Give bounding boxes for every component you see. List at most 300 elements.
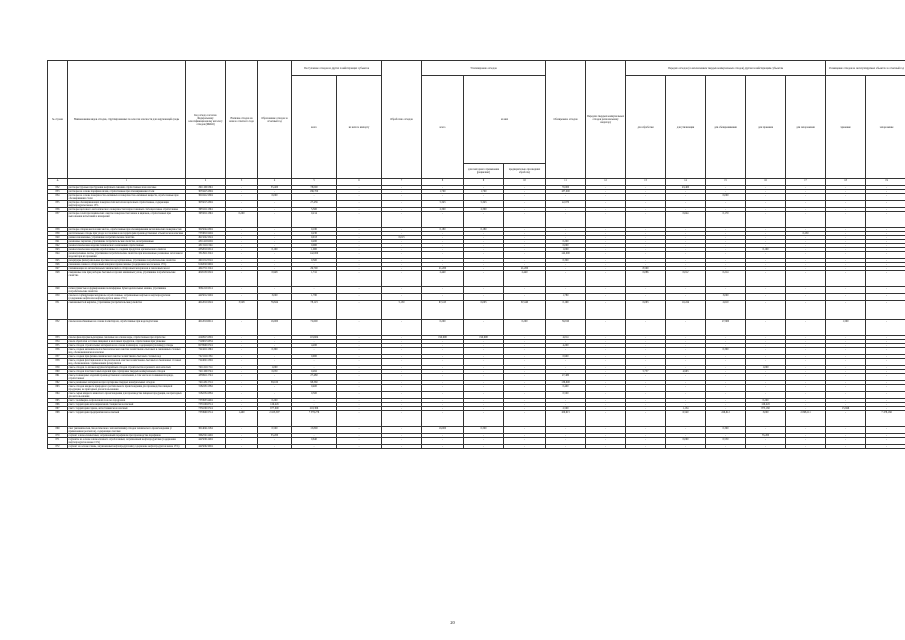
value-cell: 2,610: [706, 301, 746, 320]
value-cell: -: [586, 252, 626, 259]
value-cell: -: [464, 232, 504, 236]
value-cell: 78,000: [292, 186, 337, 190]
value-cell: -: [292, 445, 337, 449]
value-cell: -: [226, 287, 258, 294]
value-cell: -: [258, 244, 292, 248]
value-cell: -: [337, 403, 382, 407]
value-cell: -: [226, 267, 258, 271]
value-cell: 16,000: [422, 427, 464, 434]
value-cell: 0,063: [626, 301, 666, 320]
value-cell: -: [866, 370, 905, 374]
value-cell: 0,000: [258, 194, 292, 201]
value-cell: 0,200: [746, 399, 786, 403]
value-cell: -: [422, 244, 464, 248]
value-cell: -: [826, 259, 866, 263]
value-cell: -: [866, 348, 905, 355]
fkko-code-cell: 73338101204: [186, 232, 226, 236]
value-cell: -: [337, 427, 382, 434]
value-cell: -: [504, 287, 546, 294]
value-cell: 677,600: [258, 407, 292, 411]
column-number-cell: 3: [226, 179, 258, 186]
col-header-transfer-neutralization: для обезвреживания: [706, 76, 746, 179]
fkko-code-cell: 30612191514: [186, 287, 226, 294]
value-cell: -: [292, 359, 337, 366]
value-cell: -: [666, 263, 706, 267]
col-header-waste-name: Наименование видов отходов, сгруппированных по классам опасности для окружающей среды: [68, 61, 186, 179]
fkko-code-cell: 30334151394: [186, 190, 226, 194]
value-cell: -: [866, 248, 905, 252]
value-cell: -: [337, 392, 382, 399]
value-cell: -: [504, 411, 546, 427]
value-cell: -: [337, 407, 382, 411]
value-cell: -: [464, 240, 504, 244]
value-cell: 27,456: [292, 201, 337, 208]
row-number-cell: 852: [48, 320, 68, 336]
value-cell: -: [866, 336, 905, 340]
value-cell: -: [866, 294, 905, 301]
value-cell: -: [746, 294, 786, 301]
value-cell: -: [226, 355, 258, 359]
value-cell: -: [422, 445, 464, 449]
value-cell: -: [626, 403, 666, 407]
value-cell: 27,480: [292, 374, 337, 381]
value-cell: 67,415: [422, 301, 464, 320]
value-cell: 4,200: [292, 344, 337, 348]
value-cell: 1,700: [464, 190, 504, 194]
value-cell: -: [504, 248, 546, 252]
fkko-code-cell: 36250441394: [186, 228, 226, 232]
value-cell: -: [226, 399, 258, 403]
value-cell: -: [504, 294, 546, 301]
value-cell: 0,644: [666, 212, 706, 228]
value-cell: -: [337, 344, 382, 348]
value-cell: -: [337, 411, 382, 427]
value-cell: -: [866, 366, 905, 370]
value-cell: 190,998: [422, 336, 464, 340]
value-cell: -: [626, 427, 666, 434]
value-cell: -: [382, 190, 422, 194]
value-cell: -: [337, 445, 382, 449]
value-cell: -: [422, 392, 464, 399]
value-cell: -: [226, 263, 258, 267]
waste-name-cell: смесь осадков механической и биологической очистки хозяйственно-бытовых и смешанных сточных вод, обезвоженная малоопасная: [68, 348, 186, 355]
value-cell: 0,199: [546, 301, 586, 320]
column-number-cell: 7: [382, 179, 422, 186]
value-cell: 35,200: [258, 434, 292, 438]
value-cell: -: [586, 267, 626, 271]
value-cell: -: [626, 411, 666, 427]
value-cell: -: [866, 259, 905, 263]
value-cell: -: [504, 212, 546, 228]
fkko-code-cell: 30625211494: [186, 434, 226, 438]
value-cell: -: [258, 359, 292, 366]
fkko-code-cell: 33129111524: [186, 252, 226, 259]
value-cell: -: [826, 336, 866, 340]
value-cell: -: [626, 232, 666, 236]
waste-name-cell: смола обработки остатков пищевых и молочных продуктов, отработанная при упаковке: [68, 340, 186, 344]
value-cell: -: [382, 259, 422, 263]
value-cell: -: [786, 236, 826, 240]
waste-name-cell: снег (механическая, биологическая с автомобилями) отходов технического происхождения (с применением реагентов), содержащие снегами: [68, 427, 186, 434]
value-cell: -: [626, 194, 666, 201]
value-cell: -: [464, 259, 504, 263]
value-cell: -: [866, 240, 905, 244]
column-number-cell: 18: [826, 179, 866, 186]
value-cell: -: [746, 287, 786, 294]
value-cell: -: [626, 287, 666, 294]
value-cell: -: [382, 434, 422, 438]
value-cell: -: [337, 336, 382, 340]
value-cell: -: [226, 344, 258, 348]
value-cell: 187,000: [546, 190, 586, 194]
value-cell: -: [337, 434, 382, 438]
value-cell: -: [464, 438, 504, 445]
value-cell: -: [586, 186, 626, 190]
value-cell: -: [226, 366, 258, 370]
value-cell: -: [666, 385, 706, 392]
fkko-code-cell: 31822341384: [186, 392, 226, 399]
value-cell: 43,400: [666, 186, 706, 190]
value-cell: -: [258, 355, 292, 359]
value-cell: -: [826, 248, 866, 252]
value-cell: -: [826, 348, 866, 355]
value-cell: -: [382, 355, 422, 359]
waste-name-cell: смесь отходов жидкого природного растительного происхождения для производства пищевой продукции, не пригодных для использования: [68, 385, 186, 392]
value-cell: -: [504, 186, 546, 190]
value-cell: 98,360: [292, 381, 337, 385]
waste-name-cell: смесь осадков при физико-химической очистке хозяйственно-бытовых сточных вод: [68, 355, 186, 359]
value-cell: -: [866, 212, 905, 228]
value-cell: -: [226, 271, 258, 287]
value-cell: -: [464, 263, 504, 267]
value-cell: 0,300: [706, 427, 746, 434]
value-cell: -: [786, 370, 826, 374]
value-cell: -: [746, 267, 786, 271]
value-cell: -: [826, 236, 866, 240]
value-cell: -: [826, 228, 866, 232]
value-cell: -: [626, 248, 666, 252]
waste-name-cell: резинотехнические изделия отработанные со следами продуктов органического синтеза: [68, 248, 186, 252]
value-cell: -: [666, 236, 706, 240]
waste-name-cell: смолы фенолформальдегидные смоленые на основе воды, отработанные при обработке: [68, 336, 186, 340]
value-cell: 0,050: [258, 370, 292, 374]
value-cell: -: [586, 190, 626, 194]
value-cell: 875,160: [746, 407, 786, 411]
value-cell: -: [382, 427, 422, 434]
value-cell: -: [226, 374, 258, 381]
fkko-code-cell: 74111001724: [186, 370, 226, 374]
value-cell: -: [626, 445, 666, 449]
value-cell: -: [746, 208, 786, 212]
waste-name-cell: смесь осадков флотационной и биологической очистки хозяйственно-бытовых и смешанных сточных вод, обезвоженная с применением флокулянтов: [68, 359, 186, 366]
value-cell: 0,000: [546, 244, 586, 248]
value-cell: -: [546, 370, 586, 374]
value-cell: -: [292, 348, 337, 355]
value-cell: -: [586, 271, 626, 287]
value-cell: -: [382, 232, 422, 236]
value-cell: 3,000: [258, 294, 292, 301]
value-cell: -: [586, 244, 626, 248]
value-cell: -: [826, 340, 866, 344]
fkko-code-cell: 49132221524: [186, 236, 226, 240]
value-cell: -: [464, 344, 504, 348]
table-row: [48, 438, 905, 445]
value-cell: 0,180: [292, 228, 337, 232]
value-cell: -: [746, 320, 786, 336]
value-cell: -: [666, 403, 706, 407]
value-cell: -: [826, 252, 866, 259]
value-cell: -: [746, 271, 786, 287]
value-cell: -: [586, 434, 626, 438]
value-cell: -: [546, 287, 586, 294]
value-cell: -: [866, 228, 905, 232]
value-cell: -: [586, 374, 626, 381]
value-cell: -: [464, 359, 504, 366]
value-cell: -: [382, 359, 422, 366]
value-cell: 21,200: [504, 267, 546, 271]
value-cell: -: [337, 267, 382, 271]
value-cell: -: [666, 340, 706, 344]
value-cell: -: [226, 359, 258, 366]
value-cell: -: [337, 244, 382, 248]
value-cell: -: [226, 259, 258, 263]
value-cell: -: [337, 381, 382, 385]
value-cell: 0,200: [258, 399, 292, 403]
col-header-received: Поступление отходов из других хозяйствующих субъектов: [292, 61, 382, 76]
value-cell: -: [706, 407, 746, 411]
value-cell: 5,150: [382, 301, 422, 320]
value-cell: -: [866, 385, 905, 392]
value-cell: 4,014: [546, 336, 586, 340]
value-cell: -: [826, 434, 866, 438]
value-cell: -: [666, 355, 706, 359]
value-cell: 35,400: [258, 186, 292, 190]
value-cell: -: [504, 355, 546, 359]
value-cell: -: [866, 355, 905, 359]
value-cell: -: [422, 407, 464, 411]
value-cell: -: [706, 186, 746, 190]
value-cell: 0,262: [292, 370, 337, 374]
value-cell: -: [786, 403, 826, 407]
value-cell: -: [706, 190, 746, 194]
value-cell: -: [706, 263, 746, 267]
value-cell: -: [786, 385, 826, 392]
value-cell: 72,600: [292, 320, 337, 336]
waste-name-cell: смесь полимерных изделий производственного назначения, в том числе из поливинилхлорида, отработанных: [68, 374, 186, 381]
value-cell: -: [626, 399, 666, 403]
waste-name-cell: растворы отпарки кислотами чисток, отработанные при обезжиривании металлических поверхностей: [68, 228, 186, 232]
value-cell: -: [786, 248, 826, 252]
value-cell: -: [464, 366, 504, 370]
waste-name-cell: рашки изношенные, утратившие потребительские свойства: [68, 236, 186, 240]
value-cell: -: [292, 340, 337, 344]
value-cell: -: [226, 370, 258, 374]
value-cell: -: [626, 340, 666, 344]
value-cell: -: [258, 340, 292, 344]
col-header-transfer-burial: для захоронения: [786, 76, 826, 179]
value-cell: -: [666, 252, 706, 259]
value-cell: -: [746, 438, 786, 445]
value-cell: -: [422, 434, 464, 438]
col-header-fkko-code: Код отхода согласно Федеральному классификационному каталогу отходов (ФККО): [186, 61, 226, 179]
value-cell: 129,445: [746, 403, 786, 407]
value-cell: -: [706, 445, 746, 449]
value-cell: -: [826, 263, 866, 267]
value-cell: -: [382, 366, 422, 370]
fkko-code-cell: 72211111334: [186, 355, 226, 359]
value-cell: -: [826, 190, 866, 194]
col-header-transfer-utilization: для утилизации: [666, 76, 706, 179]
value-cell: -: [226, 208, 258, 212]
value-cell: -: [382, 348, 422, 355]
value-cell: -: [826, 294, 866, 301]
value-cell: -: [666, 232, 706, 236]
value-cell: -: [546, 208, 586, 212]
value-cell: -: [226, 385, 258, 392]
value-cell: 0,948: [258, 271, 292, 287]
value-cell: -: [546, 194, 586, 201]
value-cell: -: [786, 240, 826, 244]
value-cell: -: [382, 228, 422, 232]
waste-name-cell: сорбент алюмосиликатный, загрязненный парафином при производстве парафинов: [68, 434, 186, 438]
value-cell: -: [504, 236, 546, 240]
value-cell: -: [746, 348, 786, 355]
value-cell: -: [746, 344, 786, 348]
fkko-code-cell: 40291501524: [186, 271, 226, 287]
value-cell: -: [666, 294, 706, 301]
value-cell: -: [546, 232, 586, 236]
waste-name-cell: смолы и сорбирующие материалы отработанные, загрязненные нефтью и нефтепродуктами (содержание нефти или нефтепродуктов менее 15%): [68, 294, 186, 301]
value-cell: 1,154: [666, 407, 706, 411]
value-cell: -: [464, 348, 504, 355]
value-cell: -: [382, 320, 422, 336]
fkko-code-cell: 36140412184: [186, 427, 226, 434]
value-cell: -: [258, 438, 292, 445]
value-cell: -: [786, 320, 826, 336]
value-cell: -: [866, 271, 905, 287]
value-cell: -: [626, 407, 666, 411]
value-cell: -: [786, 438, 826, 445]
fkko-code-cell: 36550151394: [186, 201, 226, 208]
value-cell: -: [546, 348, 586, 355]
waste-name-cell: сорбенты на основе алюмосиликата отработанный, загрязненный нефтепродуктами (содержание нефтепродуктов менее 15%): [68, 438, 186, 445]
row-number-cell: 845: [48, 259, 68, 263]
value-cell: -: [706, 399, 746, 403]
value-cell: 0,900: [546, 355, 586, 359]
value-cell: -: [546, 263, 586, 267]
value-cell: -: [546, 403, 586, 407]
col-header-preprocessed: предварительно прошедших обработку: [504, 164, 546, 179]
row-number-cell: 844: [48, 252, 68, 259]
row-number-cell: 850: [48, 294, 68, 301]
value-cell: -: [464, 294, 504, 301]
col-header-recycling: для повторного применения (рециклинг): [464, 164, 504, 179]
value-cell: -: [786, 201, 826, 208]
value-cell: 1,000: [546, 248, 586, 252]
value-cell: -: [666, 366, 706, 370]
value-cell: -: [626, 438, 666, 445]
value-cell: -: [546, 271, 586, 287]
value-cell: -: [422, 232, 464, 236]
value-cell: -: [786, 228, 826, 232]
value-cell: -: [382, 244, 422, 248]
value-cell: -: [866, 287, 905, 294]
value-cell: -: [826, 271, 866, 287]
value-cell: -: [422, 438, 464, 445]
fkko-code-cell: 43131111524: [186, 244, 226, 248]
waste-name-cell: смесь резиновых материалов при сортировке твердых коммунальных отходов: [68, 381, 186, 385]
value-cell: -: [504, 259, 546, 263]
value-cell: -: [226, 381, 258, 385]
value-cell: -: [866, 263, 905, 267]
value-cell: -: [746, 194, 786, 201]
value-cell: -: [706, 232, 746, 236]
column-number-cell: 4: [258, 179, 292, 186]
column-number-cell: 16: [746, 179, 786, 186]
value-cell: -: [626, 259, 666, 263]
value-cell: -: [826, 411, 866, 427]
value-cell: -: [786, 355, 826, 359]
col-header-row-number: № строки: [48, 61, 68, 179]
value-cell: -: [706, 287, 746, 294]
value-cell: -: [226, 194, 258, 201]
column-number-cell: 15: [706, 179, 746, 186]
value-cell: -: [746, 392, 786, 399]
column-number-cell: 11: [546, 179, 586, 186]
waste-name-cell: смешанные лом при разборке бытовых и прочих машинных узлов, утратившие потребительские свойства: [68, 271, 186, 287]
value-cell: -: [666, 359, 706, 366]
value-cell: 136,600: [546, 381, 586, 385]
value-cell: -: [382, 212, 422, 228]
value-cell: -: [546, 212, 586, 228]
table-row: [48, 194, 905, 201]
value-cell: -: [626, 190, 666, 194]
value-cell: -: [504, 208, 546, 212]
value-cell: -: [706, 236, 746, 240]
value-cell: 142,000: [546, 252, 586, 259]
value-cell: -: [586, 381, 626, 385]
value-cell: -: [422, 355, 464, 359]
value-cell: 2,440: [504, 271, 546, 287]
value-cell: 0,013: [292, 236, 337, 240]
value-cell: -: [786, 381, 826, 385]
value-cell: -: [586, 201, 626, 208]
value-cell: -: [337, 348, 382, 355]
value-cell: -: [586, 340, 626, 344]
value-cell: -: [504, 344, 546, 348]
value-cell: -: [422, 403, 464, 407]
value-cell: -: [746, 201, 786, 208]
value-cell: -: [464, 194, 504, 201]
value-cell: -: [258, 212, 292, 228]
value-cell: -: [337, 340, 382, 344]
col-header-generated: Образование отходов за отчетный год: [258, 61, 292, 179]
value-cell: -: [464, 381, 504, 385]
waste-name-cell: резиноткачевые ленты, утратившие потребительские свойства при изношенные резиновые заготовки и изделий при их хранении: [68, 252, 186, 259]
value-cell: -: [826, 359, 866, 366]
value-cell: -: [382, 403, 422, 407]
value-cell: -: [337, 374, 382, 381]
value-cell: -: [626, 252, 666, 259]
value-cell: -: [422, 186, 464, 190]
row-number-cell: 864: [48, 392, 68, 399]
value-cell: -: [706, 434, 746, 438]
value-cell: 0,900: [292, 355, 337, 359]
value-cell: -: [504, 438, 546, 445]
value-cell: -: [786, 344, 826, 348]
value-cell: -: [337, 248, 382, 252]
value-cell: -: [546, 359, 586, 366]
